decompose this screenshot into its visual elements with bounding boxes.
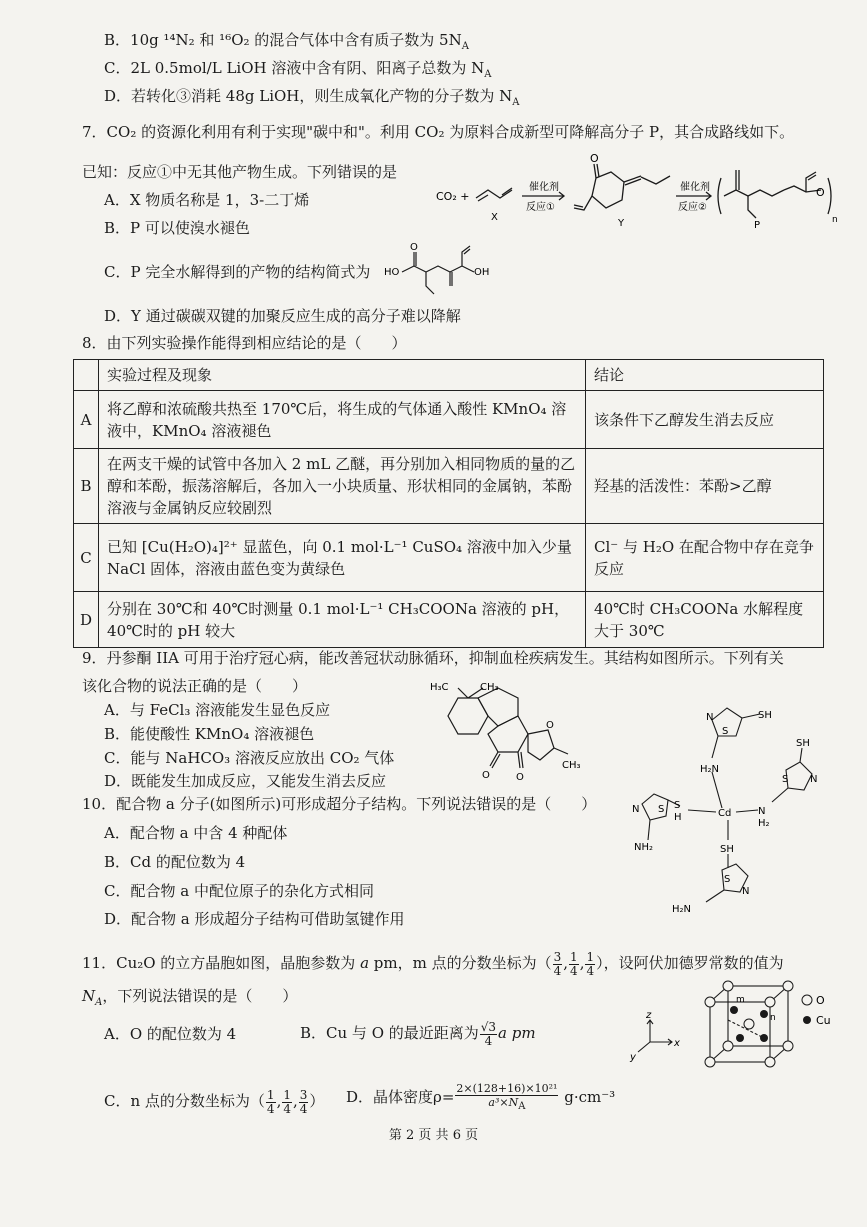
sh-top: SH [758,710,772,721]
s-bottom: S [724,874,731,885]
q10-stem: 10．配合物 a 分子(如图所示)可形成超分子结构。下列说法错误的是（ ） [82,795,597,813]
row-conclusion: 该条件下乙醇发生消去反应 [586,391,824,449]
q8-stem: 8．由下列实验操作能得到相应结论的是（ ） [82,334,407,352]
ch3-label: CH₃ [480,682,499,693]
p-n: n [832,215,838,225]
h2-right: H₂ [758,818,770,829]
s-left-link: S [674,800,681,811]
q10-option-b: B．Cd 的配位数为 4 [104,853,246,871]
q9-option-c: C．能与 NaHCO₃ 溶液反应放出 CO₂ 气体 [104,749,395,767]
cell-label-n: n [770,1013,776,1023]
y-label: Y [618,218,625,229]
table-row [74,449,824,524]
q10-option-a: A．配合物 a 中含 4 种配体 [104,824,288,842]
q6-option-c: C．2L 0.5mol/L LiOH 溶液中含有阴、阳离子总数为 $N_A$ [104,59,492,80]
legend-o: O [816,994,825,1007]
reaction-1: 反应① [526,202,555,213]
sh-bottom: SH [720,844,734,855]
cell-label-m: m [736,995,745,1005]
q6-option-d: D．若转化③消耗 48g LiOH，则生成氧化产物的分子数为 $N_A$ [104,87,520,108]
q7-stem-known: 已知：反应①中无其他产物生成。下列错误的是 [82,163,398,181]
q9-tanshinone-structure [428,678,598,794]
n-right: N [810,774,818,785]
table-header-cell: 结论 [586,360,824,391]
page-footer: 第 2 页 共 6 页 [388,1128,479,1143]
y-carbonyl-o: O [590,152,599,165]
q11-unit-cell-figure [624,980,854,1070]
row-conclusion: 羟基的活泼性：苯酚>乙醇 [586,449,824,524]
q7c-hydrolysis-structure [384,242,494,300]
q10-cd-complex-structure [612,690,862,930]
q11-option-b: B．Cu 与 O 的最近距离为 $\frac{√3}{4}$ a pm [300,1019,536,1048]
q11-stem: 11．Cu₂O 的立方晶胞如图，晶胞参数为 a pm，m 点的分数坐标为（ $\frac{3}{4}$ , $\frac{1}{4}$ , $\frac{1}{4}$ ），设阿伏加德罗常数的值为 [82,949,784,978]
table-row [74,592,824,648]
q7-option-c: C．P 完全水解得到的产物的结构简式为 [104,263,371,281]
x-label: X [491,212,498,223]
legend-cu: Cu [816,1014,831,1027]
h-left-link: H [674,812,682,823]
q9-option-d: D．既能发生加成反应，又能发生消去反应 [104,772,387,790]
axis-z: z [646,1010,652,1021]
q7-option-a: A．X 物质名称是 1，3-二丁烯 [104,191,310,209]
co2-label: CO₂ + [436,190,470,203]
s-left: S [658,804,665,815]
table-row [74,391,824,449]
q9-option-b: B．能使酸性 KMnO₄ 溶液褪色 [104,725,315,743]
nh-right: N [758,806,766,817]
ch3-label-2: CH₃ [562,760,581,771]
row-key: A [74,391,99,449]
q10-option-c: C．配合物 a 中配位原子的杂化方式相同 [104,882,374,900]
ketone-o1: O [482,770,490,781]
reaction-2: 反应② [678,202,707,213]
furan-o: O [546,720,554,731]
acid-o: O [410,242,418,253]
q9-option-a: A．与 FeCl₃ 溶液能发生显色反应 [104,701,331,719]
ketone-o2: O [516,772,524,783]
q7-option-b: B．P 可以使溴水褪色 [104,219,250,237]
ho-label: HO [384,267,400,278]
s-top: S [722,726,729,737]
row-conclusion: 40℃时 CH₃COONa 水解程度大于 30℃ [586,592,824,648]
q11-option-a: A．O 的配位数为 4 [104,1025,237,1043]
q11-stem-2: $N_A$，下列说法错误的是（ ） [82,987,298,1008]
h3c-label: H₃C [430,682,449,693]
catalyst-2: 催化剂 [680,182,710,193]
axis-x: x [674,1038,680,1049]
q7-option-d: D．Y 通过碳碳双键的加聚反应生成的高分子难以降解 [104,307,461,325]
row-conclusion: Cl⁻ 与 H₂O 在配合物中存在竞争反应 [586,524,824,592]
row-key: B [74,449,99,524]
sh-right: SH [796,738,810,749]
row-process: 已知 [Cu(H₂O)₄]²⁺ 显蓝色，向 0.1 mol·L⁻¹ CuSO₄ 溶液中加入少量 NaCl 固体，溶液由蓝色变为黄绿色 [99,524,586,592]
catalyst-1: 催化剂 [529,182,559,193]
row-process: 将乙醇和浓硫酸共热至 170℃后，将生成的气体通入酸性 KMnO₄ 溶液中，KMnO₄ 溶液褪色 [99,391,586,449]
row-process: 在两支干燥的试管中各加入 2 mL 乙醚，再分别加入相同物质的量的乙醇和苯酚，振荡溶解后，各加入一小块质量、形状相同的金属钠，苯酚溶液与金属钠反应较剧烈 [99,449,586,524]
q7-synthesis-scheme [436,150,836,250]
table-header-cell: 实验过程及现象 [99,360,586,391]
h2n-top: H₂N [700,764,720,775]
q11-option-c: C．n 点的分数坐标为（ $\frac{1}{4}$ , $\frac{1}{4}$ , $\frac{3}{4}$ ） [104,1087,325,1116]
n-left: N [632,804,640,815]
row-key: D [74,592,99,648]
p-label: P [754,220,761,231]
q9-stem-2: 该化合物的说法正确的是（ ） [82,677,308,695]
nh2-left: NH₂ [634,842,654,853]
row-process: 分别在 30℃和 40℃时测量 0.1 mol·L⁻¹ CH₃COONa 溶液的 pH，40℃时的 pH 较大 [99,592,586,648]
h2n-bottom: H₂N [672,904,692,915]
q7-stem: 7．CO₂ 的资源化利用有利于实现"碳中和"。利用 CO₂ 为原料合成新型可降解高分子 P，其合成路线如下。 [82,123,795,141]
table-row [74,524,824,592]
p-ether-o: O [816,186,825,199]
q8-table [73,359,824,648]
axis-y: y [630,1052,636,1063]
q9-stem: 9．丹参酮 IIA 可用于治疗冠心病，能改善冠状动脉循环，抑制血栓疾病发生。其结构如图所示。下列有关 [82,649,784,667]
q11-option-d: D．晶体密度ρ= $\frac{\text{2×(128+16)×10²¹}}{a^3\times N_A}$ g·cm⁻³ [346,1082,616,1113]
n-bottom: N [742,886,750,897]
n-top: N [706,712,714,723]
row-key: C [74,524,99,592]
table-header-cell [74,360,99,391]
oh-label: OH [474,267,490,278]
s-right: S [782,774,789,785]
q10-option-d: D．配合物 a 形成超分子结构可借助氢键作用 [104,910,405,928]
cd-center: Cd [718,808,732,819]
q6-option-b: B．10g ¹⁴N₂ 和 ¹⁶O₂ 的混合气体中含有质子数为 $5N_A$ [104,31,469,52]
table-header-row [74,360,824,391]
